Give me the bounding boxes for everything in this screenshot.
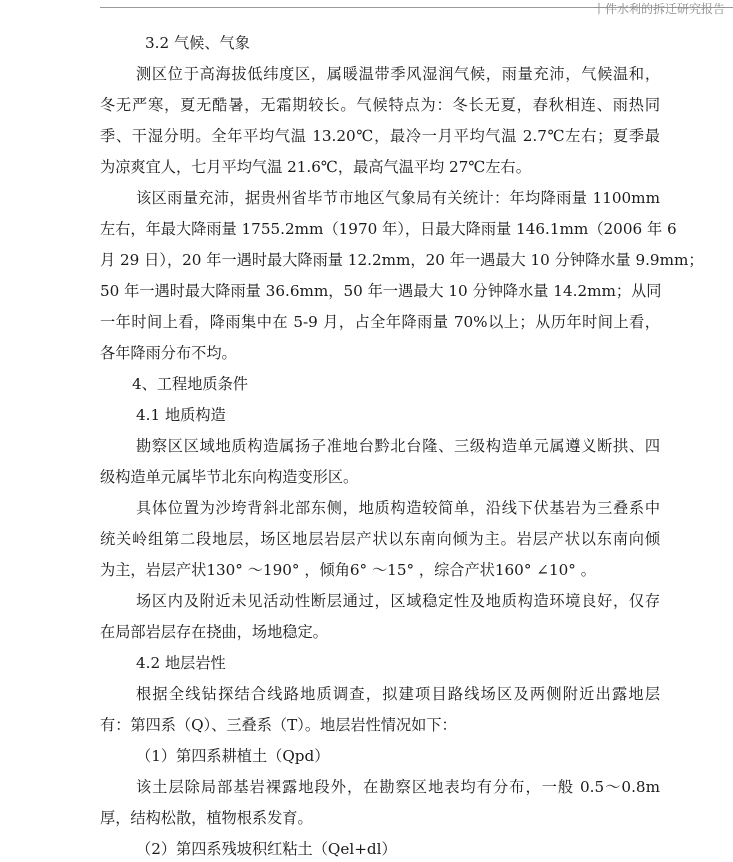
paragraph: [100, 183, 704, 369]
text-line: 4.1 地质构造: [136, 406, 226, 424]
paragraph: [100, 59, 660, 183]
text-line: 该区雨量充沛，据贵州省毕节市地区气象局有关统计：年均降雨量 1100mm: [136, 189, 660, 207]
header-rule: [100, 2, 733, 16]
text-line: 4、工程地质条件: [132, 375, 248, 393]
list-item: [100, 834, 660, 862]
paragraph: [100, 679, 660, 741]
text-line: 有：第四系（Q）、三叠系（T）。地层岩性情况如下：: [100, 716, 457, 734]
text-line: （2）第四系残坡积红粘土（Qel+dl）: [136, 840, 397, 858]
text-line: 各年降雨分布不均。: [100, 344, 237, 362]
text-line: 4.2 地层岩性: [136, 654, 226, 672]
text-line: 级构造单元属毕节北东向构造变形区。: [100, 468, 359, 486]
paragraph: [100, 431, 660, 493]
section-heading: [100, 400, 660, 431]
document-body: [100, 28, 704, 862]
section-heading: [100, 28, 660, 59]
section-heading: [100, 369, 660, 400]
text-line: 测区位于高海拔低纬度区，属暖温带季风湿润气候，雨量充沛，气候温和，: [136, 65, 660, 83]
paragraph: [100, 586, 660, 648]
text-line: 为主，岩层产状130° ～190° ，倾角6° ～15° ，综合产状160° ∠10° 。: [100, 561, 596, 579]
section-heading: [100, 648, 660, 679]
paragraph: [100, 493, 660, 586]
text-line: 统关岭组第二段地层，场区地层岩层产状以东南向倾为主。岩层产状以东南向倾: [100, 530, 660, 548]
text-line: 具体位置为沙垮背斜北部东侧，地质构造较简单，沿线下伏基岩为三叠系中: [136, 499, 660, 517]
text-line: 为凉爽宜人，七月平均气温 21.6℃，最高气温平均 27℃左右。: [100, 158, 531, 176]
text-line: （1）第四系耕植土（Qpd）: [136, 747, 330, 765]
text-line: 根据全线钻探结合线路地质调查，拟建项目路线场区及两侧附近出露地层: [136, 685, 660, 703]
list-item: [100, 741, 660, 772]
text-line: 勘察区区域地质构造属扬子准地台黔北台隆、三级构造单元属遵义断拱、四: [136, 437, 660, 455]
text-line: 场区内及附近未见活动性断层通过，区域稳定性及地质构造环境良好，仅存: [136, 592, 660, 610]
text-line: 3.2 气候、气象: [145, 34, 250, 52]
text-line: 左右，年最大降雨量 1755.2mm（1970 年），日最大降雨量 146.1mm（2006 年 6: [100, 220, 677, 238]
text-line: 冬无严寒，夏无酷暑，无霜期较长。气候特点为：冬长无夏，春秋相连、雨热同: [100, 96, 660, 114]
text-line: 该土层除局部基岩裸露地段外，在勘察区地表均有分布，一般 0.5～0.8m: [136, 778, 660, 796]
text-line: 50 年一遇时最大降雨量 36.6mm，50 年一遇最大 10 分钟降水量 14.2mm；从同: [100, 282, 662, 300]
text-line: 季、干湿分明。全年平均气温 13.20℃，最冷一月平均气温 2.7℃左右；夏季最: [100, 127, 660, 145]
text-line: 在局部岩层存在挠曲，场地稳定。: [100, 623, 328, 641]
text-line: 一年时间上看，降雨集中在 5-9 月，占全年降雨量 70%以上；从历年时间上看，: [100, 313, 660, 331]
text-line: 月 29 日），20 年一遇时最大降雨量 12.2mm，20 年一遇最大 10 分钟降水量 9.9mm；: [100, 251, 704, 269]
text-line: 厚，结构松散，植物根系发育。: [100, 809, 313, 827]
running-header: 十件水利的拆迁研究报告: [592, 2, 725, 16]
paragraph: [100, 772, 660, 834]
